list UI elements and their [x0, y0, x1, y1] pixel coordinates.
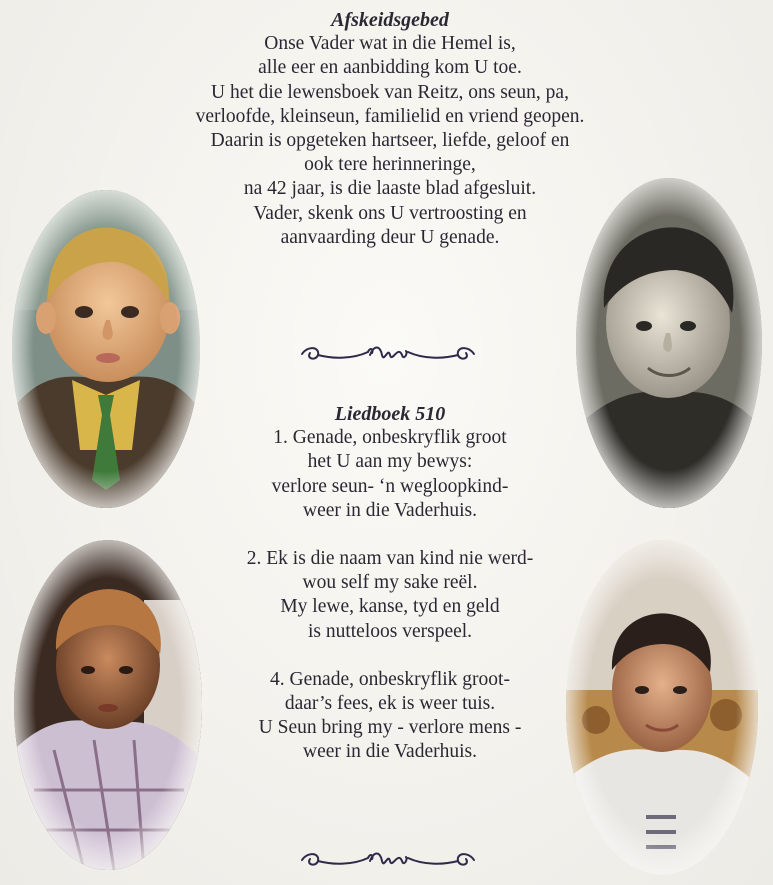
verse-line: het U aan my bewys: — [307, 451, 473, 473]
prayer-line: na 42 jaar, is die laaste blad afgesluit. — [243, 178, 537, 200]
prayer-line: ook tere herinneringe, — [304, 154, 476, 176]
verse-line: is nutteloos verspeel. — [307, 620, 473, 642]
prayer-line: aanvaarding deur U genade. — [280, 226, 500, 248]
verse-line: 4. Genade, onbeskryflik groot- — [270, 668, 510, 690]
verse-line: weer in die Vaderhuis. — [302, 741, 477, 763]
hymn-verse-2 — [190, 547, 590, 644]
verse-line: 1. Genade, onbeskryflik groot — [273, 427, 507, 449]
prayer-line: Onse Vader wat in die Hemel is, — [264, 33, 516, 55]
prayer-title: Afskeidsgebed — [331, 9, 449, 31]
hymn-verse-1 — [190, 426, 590, 523]
verse-line: wou self my sake reël. — [302, 572, 478, 594]
portrait-photo-child — [14, 540, 202, 870]
portrait-photo-toddler — [12, 190, 200, 508]
prayer-section — [190, 8, 590, 250]
verse-line: weer in die Vaderhuis. — [302, 499, 477, 521]
verse-line: My lewe, kanse, tyd en geld — [280, 596, 500, 618]
scroll-ornament — [298, 343, 478, 365]
verse-line: 2. Ek is die naam van kind nie werd- — [246, 548, 534, 570]
verse-line: verlore seun- ‘n wegloopkind- — [271, 475, 509, 497]
prayer-line: verloofde, kleinseun, familielid en vriend geopen. — [195, 105, 585, 127]
prayer-line: alle eer en aanbidding kom U toe. — [258, 57, 522, 79]
hymn-verse-4 — [190, 668, 590, 765]
prayer-line: U het die lewensboek van Reitz, ons seun, pa, — [211, 81, 569, 103]
prayer-line: Vader, skenk ons U vertroosting en — [253, 202, 527, 224]
hymn-title: Liedboek 510 — [334, 403, 446, 425]
hymn-section — [190, 402, 590, 789]
portrait-photo-boy-bw — [576, 178, 762, 508]
portrait-photo-teen — [566, 540, 758, 875]
prayer-line: Daarin is opgeteken hartseer, liefde, geloof en — [210, 130, 570, 152]
verse-line: U Seun bring my - verlore mens - — [258, 717, 522, 739]
verse-line: daar’s fees, ek is weer tuis. — [284, 693, 496, 715]
scroll-ornament — [298, 849, 478, 871]
